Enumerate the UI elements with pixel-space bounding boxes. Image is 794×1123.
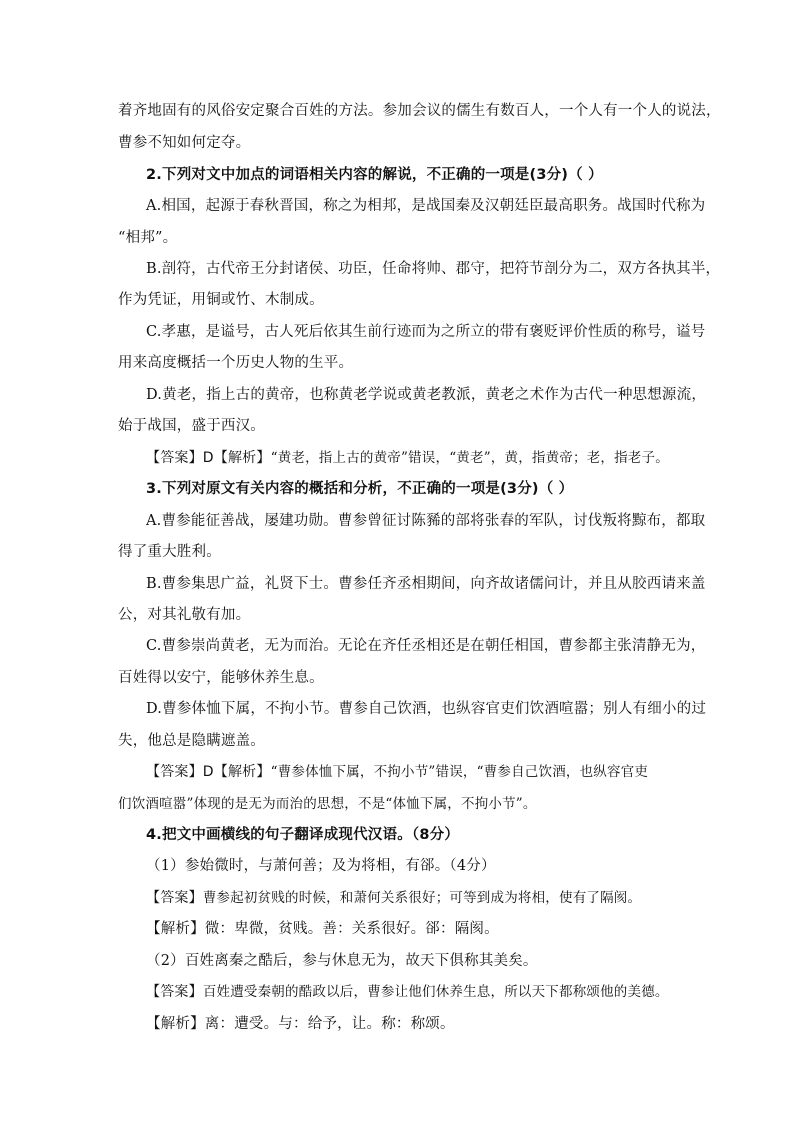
q2-option-c-line-2: 用来高度概括一个历史人物的生平。 [118, 355, 354, 371]
intro-line-2: 曹参不知如何定夺。 [118, 135, 251, 151]
question-3-stem: 3.下列对原文有关内容的概括和分析，不正确的一项是(3分)（ ） [146, 481, 574, 497]
q2-answer-tag: 【答案】D【解析】 [146, 450, 271, 466]
q4-answer-1-text: 曹参起初贫贱的时候，和萧何关系很好；可等到成为将相，使有了隔阂。 [202, 890, 642, 906]
q3-option-d-line-1: D.曹参体恤下属，不拘小节。曹参自己饮酒，也纵容官吏们饮酒喧嚣；别人有细小的过 [146, 701, 707, 717]
q3-option-d-line-2: 失，他总是隐瞒遮盖。 [118, 733, 265, 749]
q4-analysis-2: 【解析】离：遭受。与：给予，让。称：称颂。 [146, 1016, 455, 1032]
q4-answer-2 [146, 982, 669, 1002]
q3-answer-tag: 【答案】D【解析】 [146, 764, 271, 780]
question-2-stem: 2.下列对文中加点的词语相关内容的解说，不正确的一项是(3分)（ ） [146, 167, 603, 183]
question-4-stem: 4.把文中画横线的句子翻译成现代汉语。（8分） [146, 827, 460, 843]
q3-option-b-line-2: 公，对其礼敬有加。 [118, 607, 251, 623]
q2-answer-text: “黄老，指上古的黄帝”错误，“黄老”，黄，指黄帝；老，指老子。 [270, 450, 669, 466]
q2-option-b-line-2: 作为凭证，用铜或竹、木制成。 [118, 292, 324, 308]
q3-option-a-line-1: A.曹参能征善战，屡建功勋。曹参曾征讨陈豨的部将张春的军队，讨伐叛将黥布，都取 [146, 513, 706, 529]
q3-answer-text-1: “曹参体恤下属，不拘小节”错误，“曹参自己饮酒，也纵容官吏 [270, 764, 649, 780]
q2-option-b-line-1: B.剖符，古代帝王分封诸侯、功臣，任命将帅、郡守，把符节剖分为二，双方各执其半， [146, 261, 721, 277]
q3-option-b-line-1: B.曹参集思广益，礼贤下士。曹参任齐丞相期间，向齐故诸儒问计，并且从胶西请来盖 [146, 576, 706, 592]
q4-sentence-1: （1）参始微时，与萧何善；及为将相，有郤。（4分） [146, 858, 496, 874]
q4-answer-1-tag: 【答案】 [146, 890, 203, 906]
q2-option-d-line-1: D.黄老，指上古的黄帝，也称黄老学说或黄老教派，黄老之术作为古代一种思想源流， [146, 387, 707, 403]
q4-answer-2-text: 百姓遭受秦朝的酷政以后，曹参让他们休养生息，所以天下都称颂他的美德。 [202, 984, 669, 1000]
q4-answer-1 [146, 888, 641, 908]
q4-answer-2-tag: 【答案】 [146, 984, 203, 1000]
q4-sentence-2: （2）百姓离秦之酷后，参与休息无为，故天下俱称其美矣。 [146, 953, 538, 969]
q2-option-c-line-1: C.孝惠，是谥号，古人死后依其生前行迹而为之所立的带有褒贬评价性质的称号，谥号 [146, 324, 706, 340]
q3-answer-line-1 [146, 762, 648, 782]
q3-answer-line-2: 们饮酒喧嚣”体现的是无为而治的思想，不是“体恤下属，不拘小节”。 [118, 796, 537, 812]
q3-option-c-line-1: C.曹参崇尚黄老，无为而治。无论在齐任丞相还是在朝任相国，曹参都主张清静无为， [146, 638, 706, 654]
q2-answer [146, 448, 669, 468]
q2-option-d-line-2: 始于战国，盛于西汉。 [118, 418, 265, 434]
q2-option-a-line-1: A.相国，起源于春秋晋国，称之为相邦，是战国秦及汉朝廷臣最高职务。战国时代称为 [146, 198, 706, 214]
q4-analysis-1: 【解析】微：卑微，贫贱。善：关系很好。郤：隔阂。 [146, 921, 499, 937]
q3-option-a-line-2: 得了重大胜利。 [118, 544, 221, 560]
q3-option-c-line-2: 百姓得以安宁，能够休养生息。 [118, 670, 324, 686]
q2-option-a-line-2: “相邦”。 [118, 230, 178, 246]
intro-line-1: 着齐地固有的风俗安定聚合百姓的方法。参加会议的儒生有数百人，一个人有一个人的说法， [118, 103, 721, 119]
